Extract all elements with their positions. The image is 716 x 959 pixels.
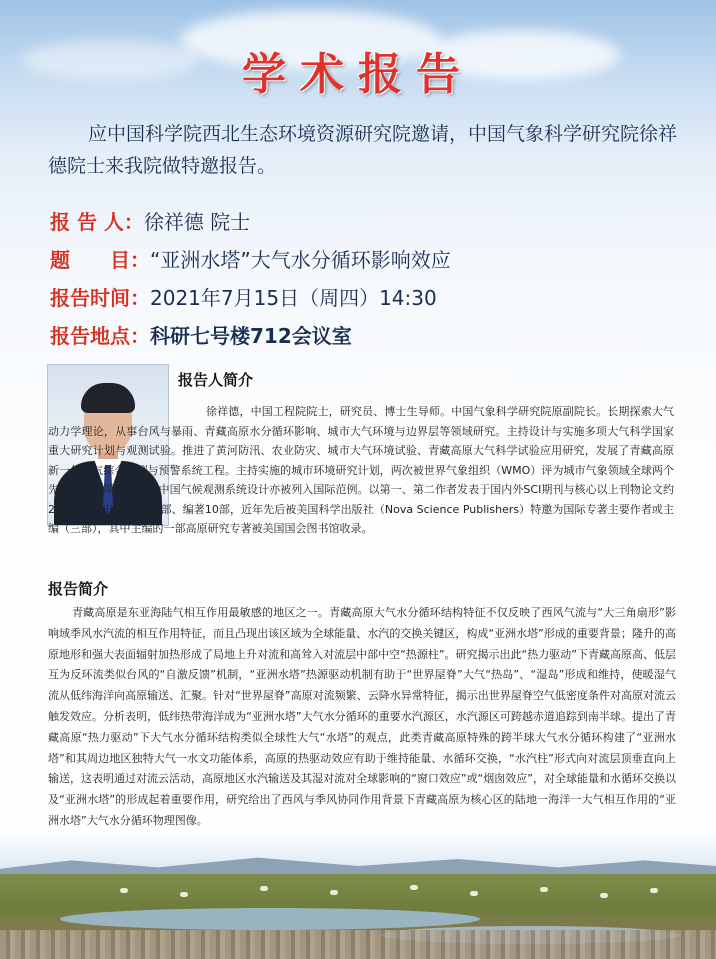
bio-heading: 报告人简介 (178, 371, 254, 389)
time-row (50, 282, 437, 311)
bio-paragraph (48, 402, 674, 539)
speaker-row (50, 206, 250, 235)
time-label: 报告时间： (50, 286, 150, 310)
report-heading: 报告简介 (48, 580, 109, 598)
speaker-value: 徐祥德 院士 (143, 210, 251, 234)
intro-paragraph: 应中国科学院西北生态环境资源研究院邀请，中国气象科学研究院徐祥德院士来我院做特邀报告。 (48, 123, 678, 177)
poster-title: 学术报告 (242, 49, 474, 100)
topic-value: “亚洲水塔”大气水分循环影响效应 (150, 248, 451, 272)
grassland-photo (0, 830, 716, 959)
speaker-label: 报 告 人： (50, 210, 144, 234)
place-label: 报告地点： (50, 324, 150, 348)
report-paragraph: 青藏高原是东亚海陆气相互作用最敏感的地区之一。青藏高原大气水分循环结构特征不仅反映了西风气流与“大三角扇形”影响域季风水汽流的相互作用特征，而且凸现出该区域为全球能量、水汽的交换关键区，构成“亚洲水塔”形成的重要背景；隆升的高原地形和强大表面辐射加热形成了局地上升对流和高耸入对流层中部中空“热源柱”。研究揭示出此“热力驱动”下青藏高原高、低层互为反环流类似台风的“自激反馈”机制，“亚洲水塔”热源驱动机制有助于“世界屋脊”大气“热岛”、“湿岛”形成和维持，使暖湿气流从低纬海洋向高原输送、汇聚。针对“世界屋脊”高原对流频繁、云降水异常特征，揭示出世界屋脊空气低密度条件对高原对流云触发效应。分析表明，低纬热带海洋成为“亚洲水塔”大气水分循环的重要水汽源区，水汽源区可跨越赤道追踪到南半球。提出了青藏高原“热力驱动”下大气水分循环结构类似全球性大气“水塔”的观点，此类青藏高原特殊的跨半球大气水分循环构建了“亚洲水塔”和其周边地区独特大气一水文功能体系，高原的热驱动效应有助于维持能量、水循环交换，“水汽柱”形式向对流层顶垂直向上输送，这表明通过对流云活动，高原地区水汽输送及其湿对流对全球影响的“窗口效应”或“烟囱效应”，对全球能量和水循环交换以及“亚洲水塔”的形成起着重要作用，研究给出了西风与季风协同作用背景下青藏高原为核心区的陆地一海洋一大气相互作用的“亚洲水塔”大气水分循环物理图像。 (48, 606, 676, 827)
topic-label: 题 目： (50, 248, 150, 272)
bio-text: 徐祥德，中国工程院院士，研究员、博士生导师。中国气象科学研究院原副院长。长期探索大气动力学理论，从事台风与暴雨、青藏高原水分循环影响、城市大气环境与边界层等领域研究。主持设计与实施多项大气科学国家重大研究计划与观测试验。推进了黄河防汛、农业防灾、城市大气环境试验、青藏高原大气科学试验应用研究，发展了青藏高原新一代大气综合监测与预警系统工程。主持实施的城市环境研究计划，两次被世界气象组织（WMO）评为城市气象领域全球两个先导性示范项目之一；中国气候观测系统设计亦被列入国际范例。以第一、第二作者发表于国内外SCI期刊与核心以上刊物论文约200余篇，出版专著11部、编著10部，近年先后被美国科学出版社（Nova Science Publishers）特邀为国际专著主要作者或主编（三部），其中主编的一部高原研究专著被美国国会图书馆收录。 (48, 405, 674, 535)
place-value: 科研七号楼712会议室 (150, 324, 352, 348)
topic-row (50, 244, 451, 273)
time-value: 2021年7月15日（周四）14:30 (150, 286, 437, 310)
place-row (50, 320, 352, 349)
